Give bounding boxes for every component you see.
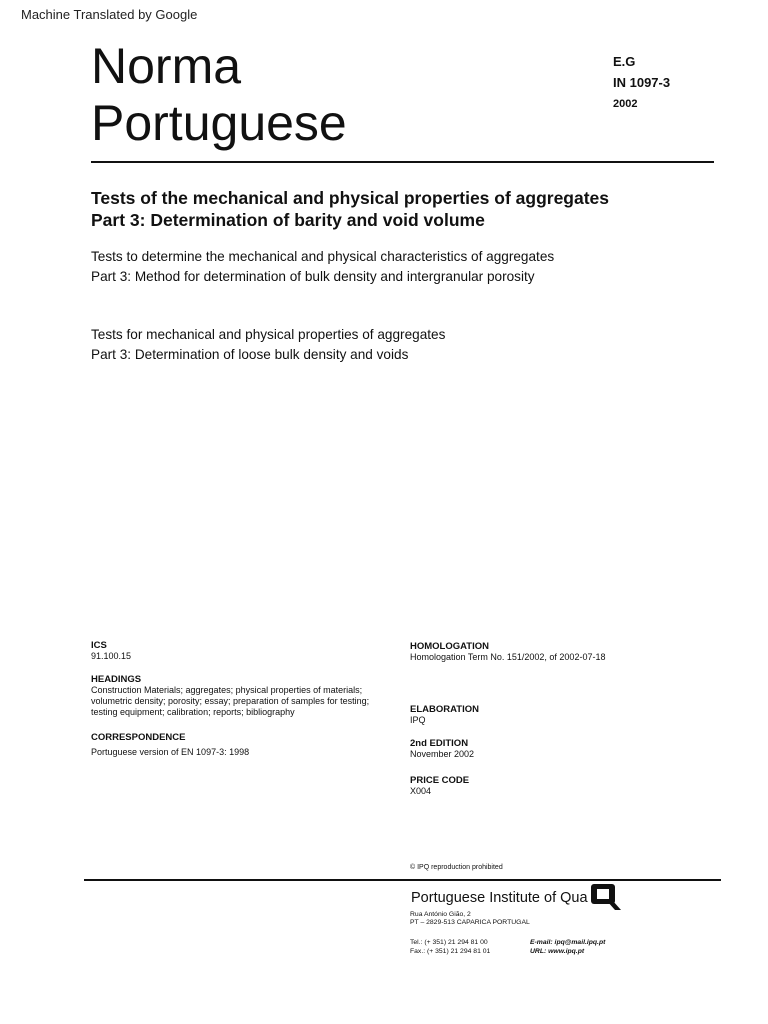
correspondence-label: CORRESPONDENCE <box>91 732 186 743</box>
title-english-line-1: Tests of the mechanical and physical properties of aggregates <box>91 188 610 208</box>
correspondence-value: Portuguese version of EN 1097-3: 1998 <box>91 747 250 757</box>
ipq-q-logo-icon <box>590 882 622 912</box>
doc-prefix: E.G <box>613 54 636 69</box>
ics-label: ICS <box>91 640 107 651</box>
homologation-section <box>410 641 730 663</box>
edition-section <box>410 738 730 760</box>
copyright-notice: © IPQ reproduction prohibited <box>410 864 503 871</box>
title-french-line-2: Part 3: Method for determination of bulk density and intergranular porosity <box>91 268 535 284</box>
title-french-line-1: Tests to determine the mechanical and physical characteristics of aggregates <box>91 249 555 264</box>
headings-line-2: volumetric density; porosity; essay; preparation of samples for testing; <box>91 696 370 706</box>
footer-divider <box>84 879 721 881</box>
ics-section <box>91 640 401 662</box>
institute-address <box>410 911 530 927</box>
fax: Fax.: (+ 351) 21 294 81 01 <box>410 948 491 955</box>
metadata-left-column <box>91 640 401 758</box>
elaboration-section <box>410 704 730 726</box>
institute-contacts <box>410 938 630 956</box>
edition-label: 2nd EDITION <box>410 738 469 749</box>
header-divider <box>91 161 714 163</box>
address-line-1: Rua António Gião, 2 <box>410 911 471 918</box>
headings-label: HEADINGS <box>91 674 142 685</box>
headings-line-3: testing equipment; calibration; reports; bibliography <box>91 707 295 717</box>
document-identifier <box>613 51 670 115</box>
norma-portuguese-title <box>91 38 347 152</box>
price-code-section <box>410 775 730 797</box>
brand-line-1: Norma <box>91 38 242 94</box>
telephone: Tel.: (+ 351) 21 294 81 00 <box>410 939 488 946</box>
headings-line-1: Construction Materials; aggregates; physical properties of materials; <box>91 685 363 695</box>
price-code-label: PRICE CODE <box>410 775 470 786</box>
brand-line-2: Portuguese <box>91 95 347 151</box>
homologation-label: HOMOLOGATION <box>410 641 489 652</box>
correspondence-section <box>91 732 401 758</box>
doc-year: 2002 <box>613 98 638 110</box>
title-english <box>91 187 731 231</box>
headings-section <box>91 674 401 718</box>
elaboration-label: ELABORATION <box>410 704 479 715</box>
address-line-2: PT – 2829-513 CAPARICA PORTUGAL <box>410 919 530 926</box>
title-block <box>91 187 731 364</box>
ics-value: 91.100.15 <box>91 651 132 661</box>
email-link[interactable]: E-mail: ipq@mail.ipq.pt <box>530 939 606 946</box>
institute-name: Portuguese Institute of Qua <box>411 890 588 906</box>
homologation-value: Homologation Term No. 151/2002, of 2002-07-18 <box>410 652 606 662</box>
title-spanish-line-1: Tests for mechanical and physical properties of aggregates <box>91 327 446 342</box>
title-spanish <box>91 325 731 364</box>
title-spanish-line-2: Part 3: Determination of loose bulk density and voids <box>91 346 409 362</box>
metadata-right-column <box>410 641 730 797</box>
title-english-line-2: Part 3: Determination of barity and void volume <box>91 210 485 230</box>
website-link[interactable]: URL: www.ipq.pt <box>530 948 585 955</box>
price-code-value: X004 <box>410 786 432 796</box>
title-french <box>91 247 731 286</box>
machine-translation-banner: Machine Translated by Google <box>21 7 198 22</box>
edition-value: November 2002 <box>410 749 475 759</box>
elaboration-value: IPQ <box>410 715 426 725</box>
doc-number: IN 1097-3 <box>613 75 671 90</box>
